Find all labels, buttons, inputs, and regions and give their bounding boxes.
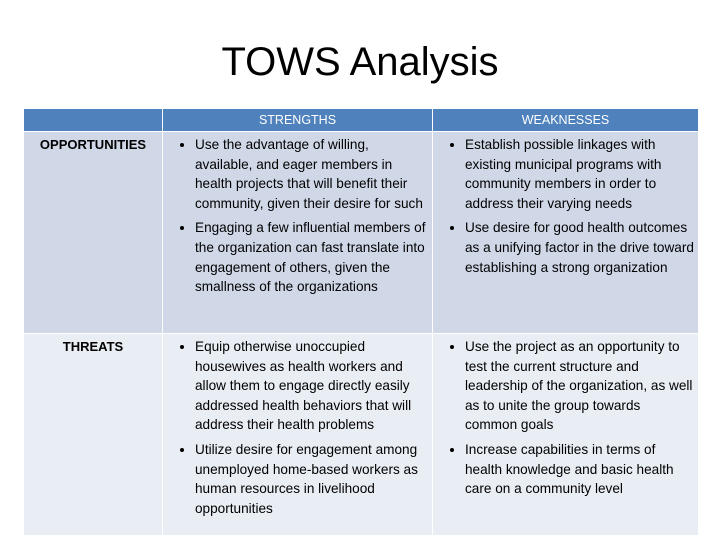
- list-item: • Use the advantage of willing, available, and eager members in health projects that will benefit their community, given their desire for such: [195, 135, 428, 213]
- tows-table: [23, 108, 699, 536]
- header-weaknesses: WEAKNESSES: [433, 109, 699, 132]
- cell-st: [163, 334, 433, 536]
- row-label: THREATS: [24, 334, 163, 536]
- list-item: • Utilize desire for engagement among unemployed home-based workers as human resources in livelihood opportunities: [195, 440, 428, 518]
- table-row: [24, 334, 699, 536]
- header-row: [24, 109, 699, 132]
- table-row: [24, 132, 699, 334]
- header-strengths: STRENGTHS: [163, 109, 433, 132]
- cell-so: [163, 132, 433, 334]
- header-empty: [24, 109, 163, 132]
- row-label: OPPORTUNITIES: [24, 132, 163, 334]
- list-item: • Equip otherwise unoccupied housewives as health workers and allow them to engage directly easily addressed health behaviors that will address their health problems: [195, 337, 428, 435]
- cell-wt: [433, 334, 699, 536]
- list-item: • Engaging a few influential members of the organization can fast translate into engagement of others, given the smallness of the organizations: [195, 218, 428, 296]
- list-item: • Establish possible linkages with existing municipal programs with community members in order to address their varying needs: [465, 135, 694, 213]
- list-item: • Use the project as an opportunity to test the current structure and leadership of the organization, as well as to unite the group towards common goals: [465, 337, 694, 435]
- list-item: • Use desire for good health outcomes as a unifying factor in the drive toward establishing a strong organization: [465, 218, 694, 277]
- list-item: • Increase capabilities in terms of health knowledge and basic health care on a community level: [465, 440, 694, 499]
- cell-wo: [433, 132, 699, 334]
- slide-title: TOWS Analysis: [221, 40, 499, 84]
